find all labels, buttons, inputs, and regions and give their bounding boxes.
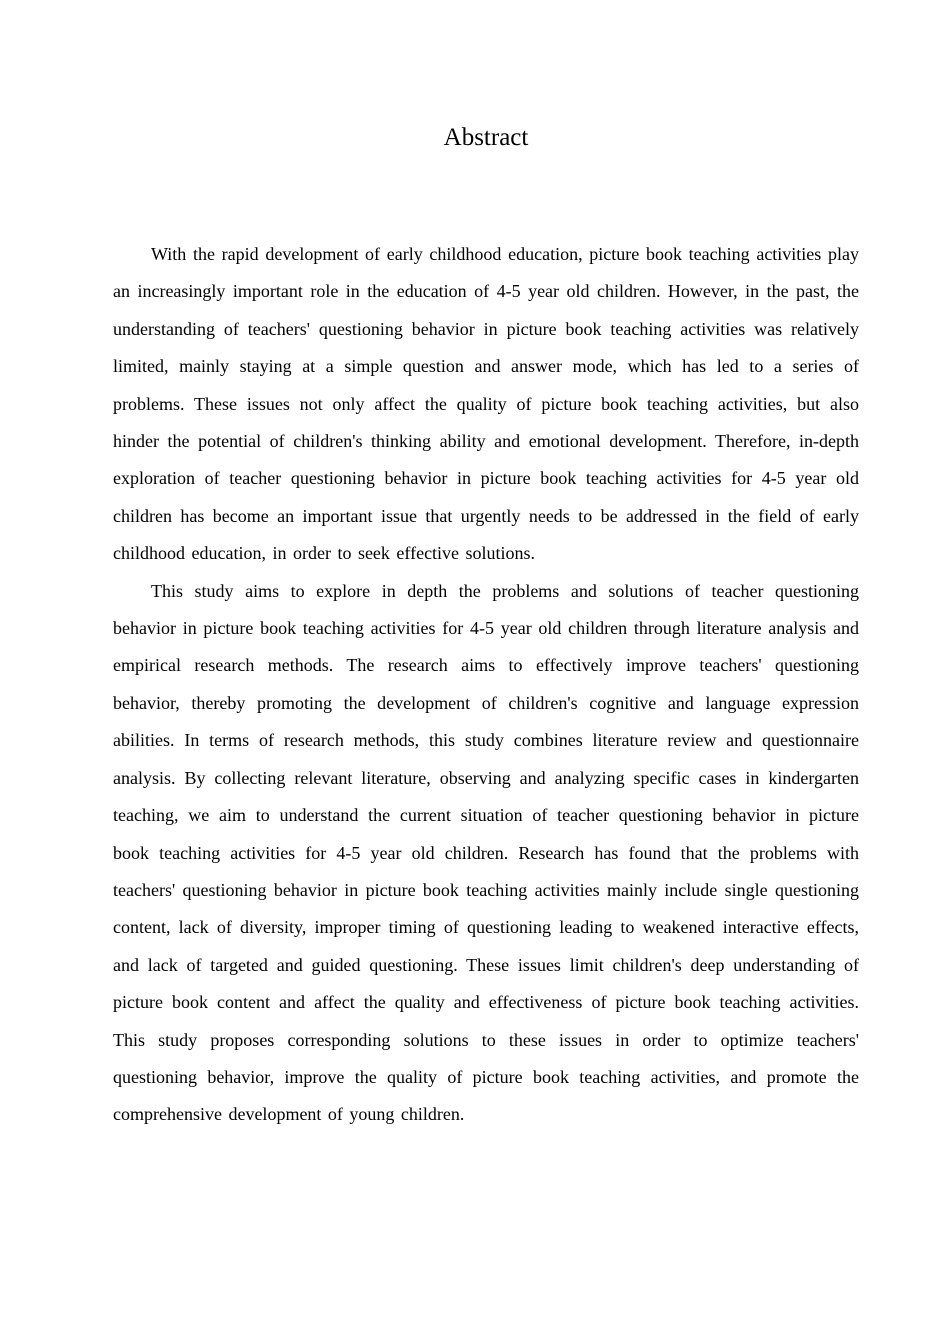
abstract-paragraph-2: This study aims to explore in depth the problems and solutions of teacher questioning behavior in picture book teaching activities for 4-5 year old children through literature analysis and empirical research methods. The research aims to effectively improve teachers' questioning behavior, thereby promoting the development of children's cognitive and language expression abilities. In terms of research methods, this study combines literature review and questionnaire analysis. By collecting relevant literature, observing and analyzing specific cases in kindergarten teaching, we aim to understand the current situation of teacher questioning behavior in picture book teaching activities for 4-5 year old children. Research has found that the problems with teachers' questioning behavior in picture book teaching activities mainly include single questioning content, lack of diversity, improper timing of questioning leading to weakened interactive effects, and lack of targeted and guided questioning. These issues limit children's deep understanding of picture book content and affect the quality and effectiveness of picture book teaching activities. This study proposes corresponding solutions to these issues in order to optimize teachers' questioning behavior, improve the quality of picture book teaching activities, and promote the comprehensive development of young children. — [113, 580, 859, 1125]
abstract-paragraph-1: With the rapid development of early childhood education, picture book teaching activities play an increasingly important role in the education of 4-5 year old children. However, in the past, the understanding of teachers' questioning behavior in picture book teaching activities was relatively limited, mainly staying at a simple question and answer mode, which has led to a series of problems. These issues not only affect the quality of picture book teaching activities, but also hinder the potential of children's thinking ability and emotional development. Therefore, in-depth exploration of teacher questioning behavior in picture book teaching activities for 4-5 year old children has become an important issue that urgently needs to be addressed in the field of early childhood education, in order to seek effective solutions. — [113, 244, 859, 564]
abstract-body — [113, 236, 859, 1134]
abstract-title: Abstract — [443, 124, 529, 151]
